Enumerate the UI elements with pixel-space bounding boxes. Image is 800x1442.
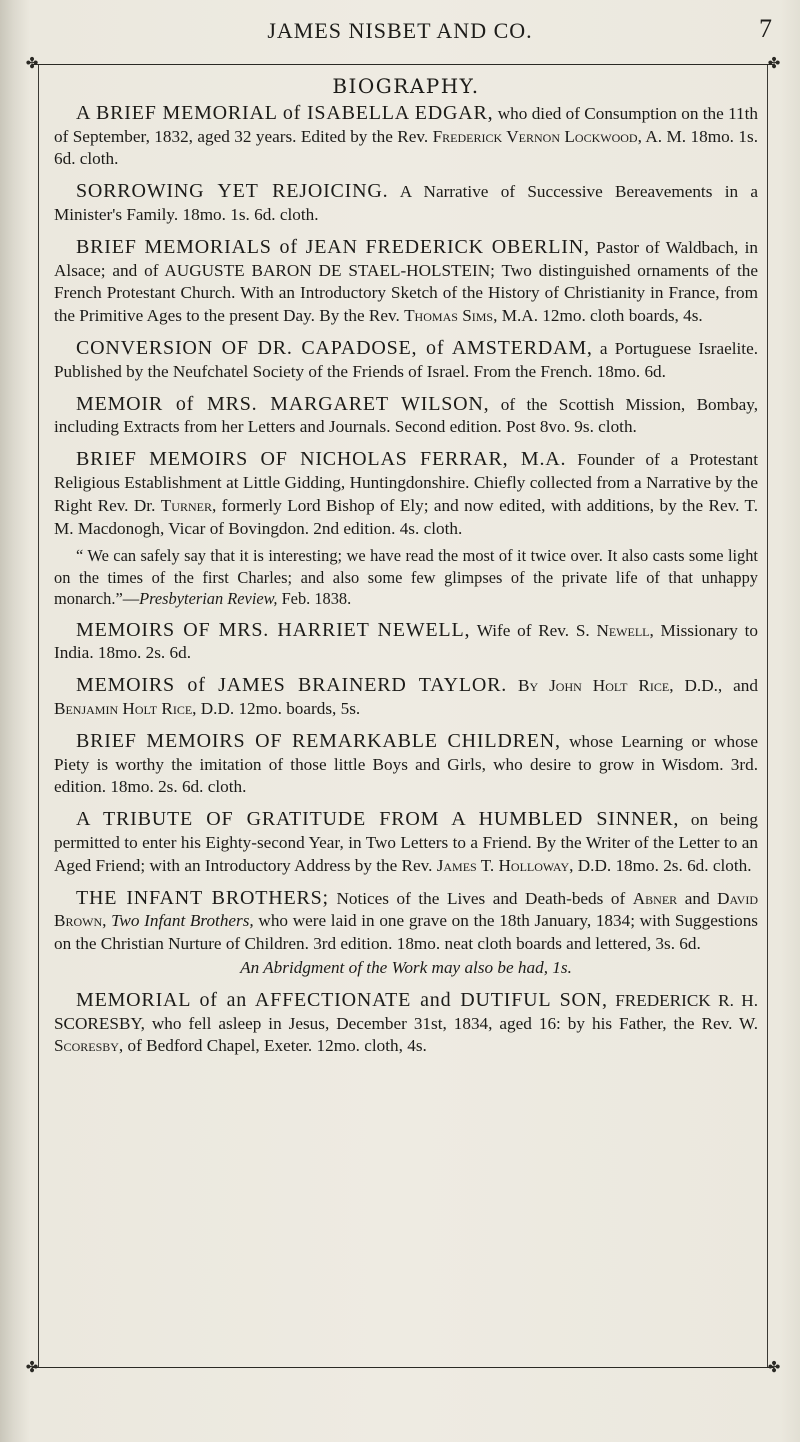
review-quote: “ We can safely say that it is interesting; we have read the most of it twice over. It also casts some light on the times of the first Charles; and also some few glimpses of the private life of that unhappy monarch.”—Presbyterian Review, Feb. 1838. — [54, 546, 758, 609]
ornament-corner-icon: ✤ — [25, 1358, 39, 1376]
section-title: BIOGRAPHY. — [332, 74, 480, 98]
frame-left-rule — [38, 65, 39, 1367]
running-header: JAMES NISBET AND CO. — [267, 18, 533, 43]
ornament-corner-icon: ✤ — [767, 1358, 781, 1376]
catalogue-entry: A BRIEF MEMORIAL of ISABELLA EDGAR, who died of Consumption on the 11th of September, 1832, aged 32 years. Edited by the Rev. Frederick Vernon Lockwood, A. M. 18mo. 1s. 6d. cloth. — [54, 101, 758, 169]
page-number: 7 — [759, 14, 772, 43]
catalogue-entry: BRIEF MEMOIRS OF REMARKABLE CHILDREN, whose Learning or whose Piety is worthy the imitation of those little Boys and Girls, who desire to grow in Wisdom. 3rd. edition. 18mo. 2s. 6d. cloth. — [54, 729, 758, 797]
catalogue-entry: BRIEF MEMOIRS OF NICHOLAS FERRAR, M.A. Founder of a Protestant Religious Establishment at Little Gidding, Huntingdonshire. Chiefly collected from a Narrative by the Right Rev. Dr. Turner, formerly Lord Bishop of Ely; and now edited, with additions, by the Rev. T. M. Macdonogh, Vicar of Bovingdon. 2nd edition. 4s. cloth. — [54, 448, 759, 538]
catalogue-entry: BRIEF MEMORIALS of JEAN FREDERICK OBERLIN, Pastor of Waldbach, in Alsace; and of AUGUSTE BARON DE STAEL-HOLSTEIN; Two distinguished ornaments of the French Protestant Church. With an Introductory Sketch of the History of Christianity in France, from the Primitive Ages to the present Day. By the Rev. Thomas Sims, M.A. 12mo. cloth boards, 4s. — [54, 235, 758, 326]
catalogue-content — [54, 73, 758, 1067]
ornament-corner-icon: ✤ — [767, 54, 781, 72]
catalogue-entry: A TRIBUTE OF GRATITUDE FROM A HUMBLED SINNER, on being permitted to enter his Eighty-second Year, in Two Letters to a Friend. By the Writer of the Letter to an Aged Friend; with an Introductory Address by the Rev. James T. Holloway, D.D. 18mo. 2s. 6d. cloth. — [54, 808, 758, 875]
catalogue-entry: MEMOIR of MRS. MARGARET WILSON, of the Scottish Mission, Bombay, including Extracts from her Letters and Journals. Second edition. Post 8vo. 9s. cloth. — [54, 392, 758, 437]
catalogue-entry: MEMORIAL of an AFFECTIONATE and DUTIFUL SON, FREDERICK R. H. SCORESBY, who fell asleep in Jesus, December 31st, 1834, aged 16: by his Father, the Rev. W. Scoresby, of Bedford Chapel, Exeter. 12mo. cloth, 4s. — [54, 988, 759, 1056]
ornament-corner-icon: ✤ — [25, 54, 39, 72]
frame-right-rule — [767, 65, 768, 1367]
catalogue-frame — [25, 54, 781, 1376]
catalogue-entry: MEMOIRS of JAMES BRAINERD TAYLOR. By John Holt Rice, D.D., and Benjamin Holt Rice, D.D. 12mo. boards, 5s. — [54, 674, 758, 718]
abridgment-note: An Abridgment of the Work may also be had, 1s. — [240, 957, 572, 977]
catalogue-entry: MEMOIRS OF MRS. HARRIET NEWELL, Wife of Rev. S. Newell, Missionary to India. 18mo. 2s. 6d. — [54, 618, 759, 663]
catalogue-entry: CONVERSION OF DR. CAPADOSE, of AMSTERDAM, a Portuguese Israelite. Published by the Neufchatel Society of the Friends of Israel. From the French. 18mo. 6d. — [54, 336, 759, 381]
catalogue-entry: SORROWING YET REJOICING. A Narrative of Successive Bereavements in a Minister's Family. 18mo. 1s. 6d. cloth. — [54, 180, 758, 224]
catalogue-entry: THE INFANT BROTHERS; Notices of the Lives and Death-beds of Abner and David Brown, Two Infant Brothers, who were laid in one grave on the 18th January, 1834; with Suggestions on the Christian Nurture of Children. 3rd edition. 18mo. neat cloth boards and lettered, 3s. 6d. — [54, 886, 758, 954]
